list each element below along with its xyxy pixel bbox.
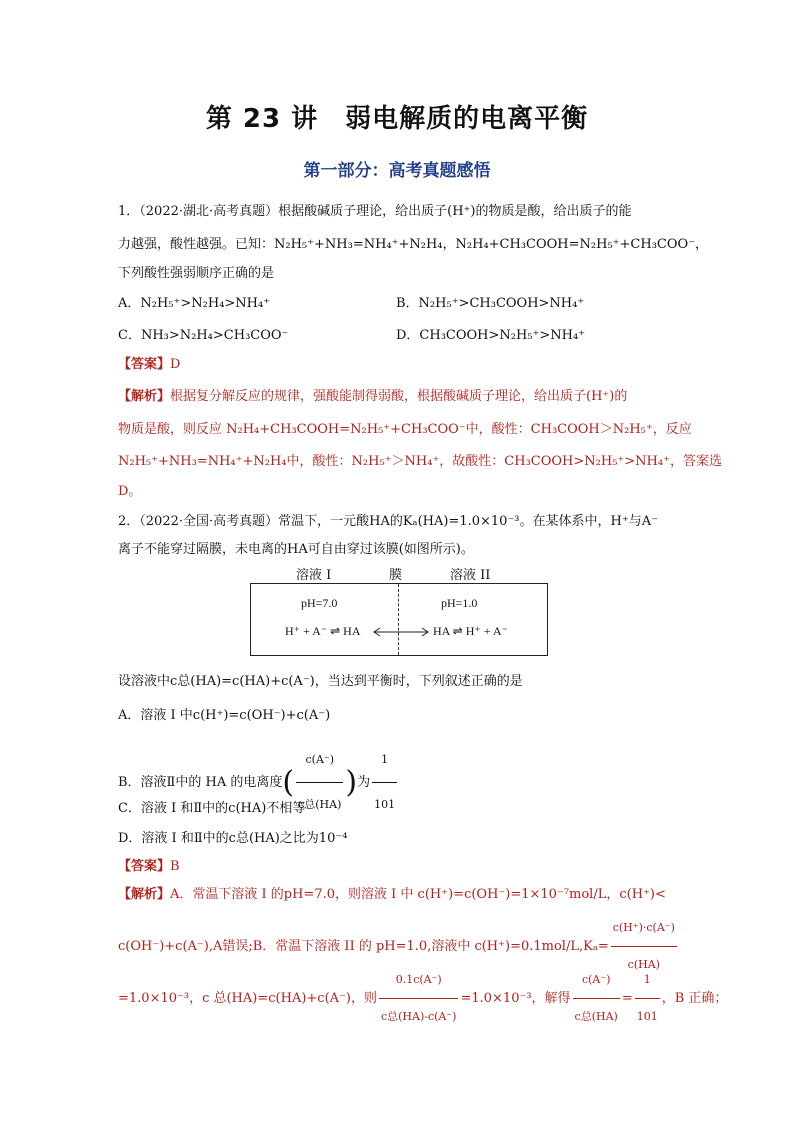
q2-ka-fraction: $\frac{c(H^+)\cdot c(A^-)}{c(HA)}$ [611, 910, 677, 983]
q2-answer-value: B [170, 859, 180, 874]
q2-analysis-line3: =1.0×10⁻³，c 总(HA)=c(HA)+c(A⁻)，则 $\frac{0.1c(A^-)}{\text{c总(HA)-c(A⁻)}}$ =1.0×10⁻³，解得 $\frac{c(A^-)}{\text{c总(HA)}}$ = $\frac{1}{101}$ ，B 正确； [118, 962, 727, 1035]
q1-analysis-text1: 根据复分解反应的规律，强酸能制得弱酸，根据酸碱质子理论，给出质子(H⁺)的 [170, 389, 628, 404]
q2-stem-line1: 2．（2022·全国·高考真题）常温下，一元酸HA的Kₐ(HA)=1.0×10⁻³。在某体系中，H⁺与A⁻ [118, 514, 658, 529]
q2-ionization-fraction: $\frac{c(A^-)}{\text{c总(HA)}}$ [573, 962, 620, 1035]
q2-ratio-fraction: $\frac{0.1c(A^-)}{\text{c总(HA)-c(A⁻)}}$ [379, 962, 459, 1035]
q1-analysis-line3: N₂H₅⁺+NH₃=NH₄⁺+N₂H₄中，酸性：N₂H₅⁺＞NH₄⁺，故酸性：CH₃COOH>N₂H₅⁺>NH₄⁺，答案选 [118, 454, 722, 469]
page-title: 第 23 讲 弱电解质的电离平衡 [205, 104, 589, 134]
figure-label-solution1: 溶液 I [296, 568, 332, 583]
double-arrow-icon [371, 626, 431, 638]
section-title: 第一部分：高考真题感悟 [303, 161, 491, 181]
figure-ph2: pH=1.0 [441, 596, 478, 610]
q2-answer-label: 【答案】 [118, 859, 171, 874]
q2-option-b: B．溶液Ⅱ中的 HA 的电离度( $\frac{c(A^-)}{\text{c总(HA)}}$ )为 $\frac{1}{101}$ [118, 738, 399, 827]
q1-stem-line3: 下列酸性强弱顺序正确的是 [118, 266, 275, 281]
q2-option-a: A．溶液 I 中c(H⁺)=c(OH⁻)+c(A⁻) [118, 708, 331, 723]
q1-analysis-line2: 物质是酸，则反应 N₂H₄+CH₃COOH=N₂H₅⁺+CH₃COO⁻中，酸性：CH₃COOH＞N₂H₅⁺，反应 [118, 422, 692, 437]
q1-answer-label: 【答案】 [118, 357, 171, 372]
q2-analysis-text2: c(OH⁻)+c(A⁻),A错误;B．常温下溶液 II 的 pH=1.0,溶液中 c(H⁺)=0.1mol/L,Kₐ= [118, 939, 609, 954]
q2-result-fraction: $\frac{1}{101}$ [635, 962, 660, 1035]
q1-analysis-line4: D。 [118, 484, 142, 499]
q2-option-c: C．溶液 I 和Ⅱ中的c(HA)不相等 [118, 801, 306, 816]
q2-analysis-text1: A．常温下溶液 I 的pH=7.0，则溶液 I 中 c(H⁺)=c(OH⁻)=1×10⁻⁷mol/L，c(H⁺)< [170, 887, 666, 902]
q2-analysis-label: 【解析】 [118, 887, 171, 902]
q1-stem-line2: 力越强，酸性越强。已知：N₂H₅⁺+NH₃=NH₄⁺+N₂H₄，N₂H₄+CH₃COOH=N₂H₅⁺+CH₃COO⁻， [118, 237, 709, 252]
figure-ph1: pH=7.0 [301, 596, 338, 610]
q2-stem-line2: 离子不能穿过隔膜，未电离的HA可自由穿过该膜(如图所示)。 [118, 542, 474, 557]
figure-equilibrium2: HA ⇌ H⁺ + A⁻ [433, 624, 508, 638]
q2-analysis-text3: =1.0×10⁻³，c 总(HA)=c(HA)+c(A⁻)，则 [118, 991, 377, 1006]
q1-answer-value: D [170, 357, 181, 372]
q2-option-b-fraction: $\frac{c(A^-)}{\text{c总(HA)}}$ [296, 738, 343, 827]
q1-option-b: B．N₂H₅⁺>CH₃COOH>NH₄⁺ [396, 296, 585, 311]
q1-option-c: C．NH₃>N₂H₄>CH₃COO⁻ [118, 328, 289, 343]
q2-option-d: D．溶液 I 和Ⅱ中的c总(HA)之比为10⁻⁴ [118, 831, 348, 846]
q1-answer [118, 353, 180, 372]
q1-analysis-label: 【解析】 [118, 389, 171, 404]
figure-label-membrane: 膜 [389, 568, 403, 583]
q2-stem-line3: 设溶液中c总(HA)=c(HA)+c(A⁻)，当达到平衡时，下列叙述正确的是 [118, 674, 523, 689]
q1-stem-line1: 1．（2022·湖北·高考真题）根据酸碱质子理论，给出质子(H⁺)的物质是酸，给出质子的能 [118, 204, 632, 219]
membrane-diagram [250, 583, 548, 656]
q1-option-a: A．N₂H₅⁺>N₂H₄>NH₄⁺ [118, 296, 271, 311]
membrane-divider [398, 584, 399, 655]
figure-equilibrium1: H⁺ + A⁻ ⇌ HA [285, 624, 361, 638]
q1-analysis-line1 [118, 385, 627, 404]
q2-option-b-text: B．溶液Ⅱ中的 HA 的电离度 [118, 775, 283, 790]
q2-analysis-line1 [118, 883, 666, 902]
q1-option-d: D．CH₃COOH>N₂H₅⁺>NH₄⁺ [396, 328, 586, 343]
q2-option-b-value: $\frac{1}{101}$ [372, 738, 397, 827]
figure-label-solution2: 溶液 II [450, 568, 491, 583]
q2-answer [118, 855, 180, 874]
